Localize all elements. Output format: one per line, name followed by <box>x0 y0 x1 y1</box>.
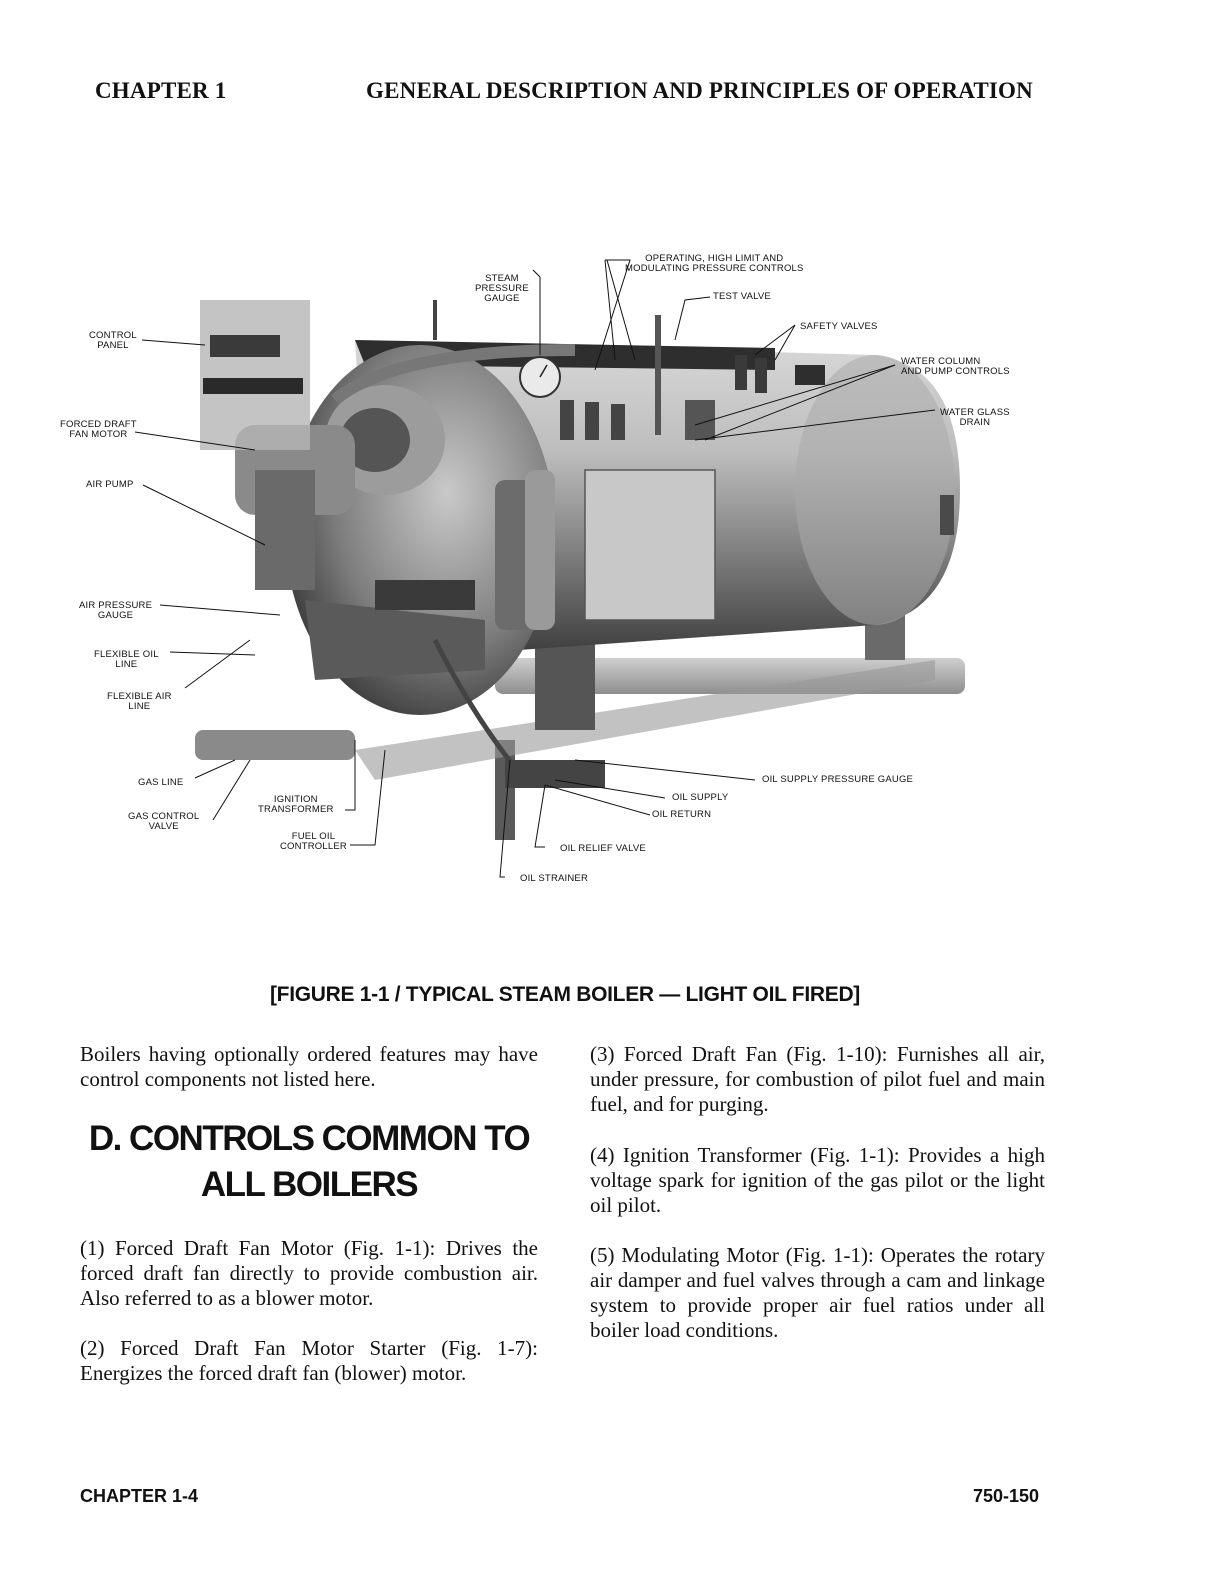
label-water-column: WATER COLUMN AND PUMP CONTROLS <box>901 356 1010 377</box>
label-operating-controls: OPERATING, HIGH LIMIT AND MODULATING PRESSURE CONTROLS <box>625 253 804 274</box>
right-column <box>590 1042 1045 1343</box>
section-heading: D. CONTROLS COMMON TO ALL BOILERS <box>88 1119 530 1204</box>
steam-boiler-illustration <box>55 240 1055 900</box>
label-oil-return: OIL RETURN <box>652 809 712 820</box>
item-paragraph: (1) Forced Draft Fan Motor (Fig. 1-1): Drives the forced draft fan directly to provide combustion air. Also referred to as a blower motor. <box>80 1236 538 1310</box>
footer-doc-number: 750-150 <box>973 1486 1040 1506</box>
label-water-glass-drain: WATER GLASS DRAIN <box>940 407 1010 428</box>
label-oil-supply-pressure-gauge: OIL SUPPLY PRESSURE GAUGE <box>762 774 914 785</box>
label-air-pump: AIR PUMP <box>86 479 134 490</box>
boiler-figure <box>55 240 1055 900</box>
label-gas-control-valve: GAS CONTROL VALVE <box>128 811 200 832</box>
item-paragraph: (3) Forced Draft Fan (Fig. 1-10): Furnishes all air, under pressure, for combustion of pilot fuel and main fuel, and for purging. <box>590 1042 1045 1116</box>
item-paragraph: (4) Ignition Transformer (Fig. 1-1): Provides a high voltage spark for ignition of the gas pilot or the light oil pilot. <box>590 1143 1045 1217</box>
label-air-pressure-gauge: AIR PRESSURE GAUGE <box>79 600 153 621</box>
label-oil-relief-valve: OIL RELIEF VALVE <box>560 843 646 854</box>
label-test-valve: TEST VALVE <box>713 291 771 302</box>
label-flexible-air-line: FLEXIBLE AIR LINE <box>107 691 172 712</box>
label-forced-draft-fan-motor: FORCED DRAFT FAN MOTOR <box>60 419 137 440</box>
label-steam-pressure-gauge: STEAM PRESSURE GAUGE <box>475 273 529 304</box>
chapter-header: CHAPTER 1 <box>95 78 227 103</box>
label-flexible-oil-line: FLEXIBLE OIL LINE <box>94 649 159 670</box>
label-oil-strainer: OIL STRAINER <box>520 873 589 884</box>
label-ignition-transformer: IGNITION TRANSFORMER <box>258 794 334 815</box>
item-paragraph: (2) Forced Draft Fan Motor Starter (Fig. 1-7): Energizes the forced draft fan (blower) motor. <box>80 1336 538 1385</box>
section-title: GENERAL DESCRIPTION AND PRINCIPLES OF OPERATION <box>366 78 1033 103</box>
label-oil-supply: OIL SUPPLY <box>672 792 729 803</box>
left-column <box>80 1042 538 1386</box>
item-paragraph: (5) Modulating Motor (Fig. 1-1): Operates the rotary air damper and fuel valves through a cam and linkage system to provide proper air fuel ratios under all boiler load conditions. <box>590 1243 1045 1342</box>
footer-chapter: CHAPTER 1-4 <box>80 1486 199 1506</box>
label-control-panel: CONTROL PANEL <box>89 330 137 351</box>
intro-paragraph: Boilers having optionally ordered features may have control components not listed here. <box>80 1042 538 1091</box>
label-fuel-oil-controller: FUEL OIL CONTROLLER <box>280 831 347 852</box>
label-gas-line: GAS LINE <box>138 777 184 788</box>
figure-caption: [FIGURE 1-1 / TYPICAL STEAM BOILER — LIGHT OIL FIRED] <box>269 983 860 1006</box>
label-safety-valves: SAFETY VALVES <box>800 321 878 332</box>
